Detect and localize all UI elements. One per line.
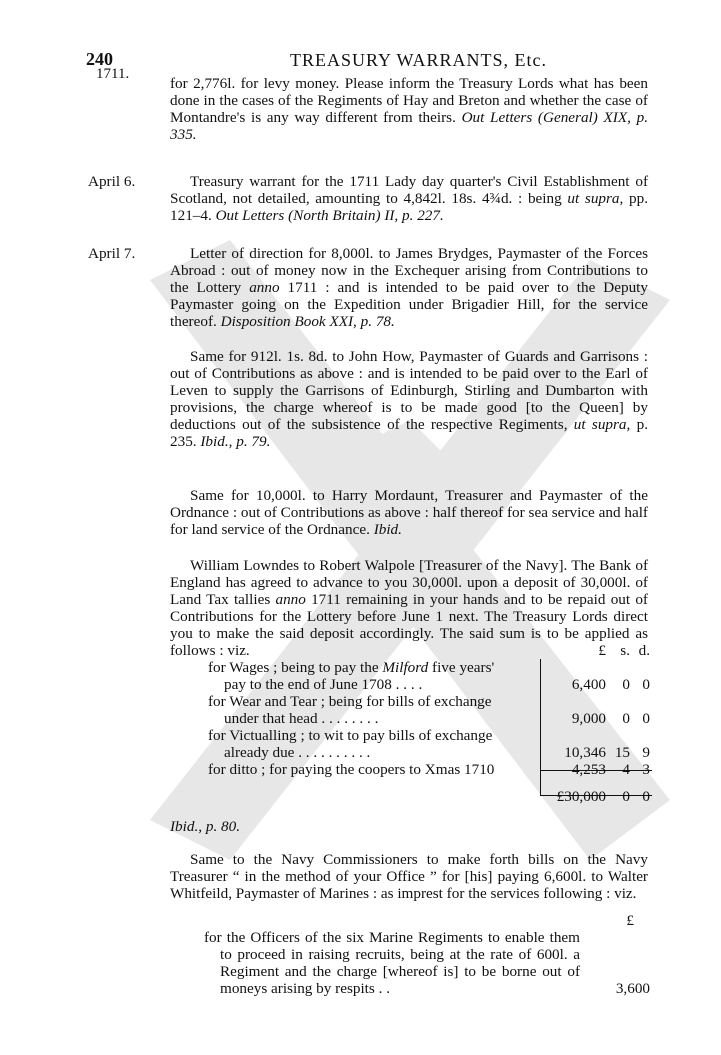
running-title: TREASURY WARRANTS, Etc. <box>290 50 548 70</box>
entry-reference: Ibid., p. 79. <box>200 433 271 450</box>
row-description: for Wear and Tear ; being for bills of exchange <box>208 693 492 710</box>
table-row <box>208 727 650 744</box>
row-shillings: 4 <box>622 761 630 778</box>
entry-anno: anno <box>249 279 280 296</box>
row-description-line2: under that head . . . . . . . . <box>224 710 379 727</box>
row-shillings: 0 <box>622 710 630 727</box>
row-pounds: 10,346 <box>564 744 606 761</box>
row-pounds: 9,000 <box>571 710 606 727</box>
entry-reference: Ibid. <box>373 521 402 538</box>
entry-letter-mordaunt <box>170 487 648 538</box>
row-pence: 0 <box>642 710 650 727</box>
table-total-row <box>208 788 650 805</box>
item-amount: 3,600 <box>615 980 650 997</box>
row-description-cont: five years' <box>428 659 495 676</box>
entry-letter-brydges <box>170 245 648 330</box>
row-pence: 0 <box>642 676 650 693</box>
row-description: for Victualling ; to wit to pay bills of exchange <box>208 727 493 744</box>
entry-text: Letter of direction for 8,000l. to James Brydges, Paymaster of the Forces Abroad : out of money now in the Exchequer arising from Contributions to the Lottery <box>170 245 648 296</box>
item-description: for the Officers of the six Marine Regiments to enable them to proceed in raising recruits, being at the rate of 600l. a Regiment and the charge [whereof is] to be borne out of moneys arising by respits . . <box>204 929 580 997</box>
entry-reference: Out Letters (General) XIX, p. 335. <box>170 109 649 143</box>
row-shillings: 15 <box>614 744 630 761</box>
entry-ut-supra: ut supra <box>573 416 627 433</box>
entry-date: April 6. <box>88 173 136 190</box>
column-header-shillings: s. <box>620 642 630 659</box>
navy-allocation-table <box>208 642 650 805</box>
entry-text-2: , pp. 121–4. <box>170 190 649 224</box>
table-row <box>208 710 650 727</box>
entry-warrant-scotland <box>170 173 648 224</box>
entry-anno: anno <box>275 591 306 608</box>
row-description-line2: pay to the end of June 1708 . . . . <box>224 676 423 693</box>
table-row <box>208 693 650 710</box>
column-header-pounds: £ <box>598 642 606 659</box>
total-pounds: £30,000 <box>556 788 606 805</box>
row-pence: 9 <box>642 744 650 761</box>
row-description: for ditto ; for paying the coopers to Xmas 1710 <box>208 761 495 778</box>
entry-reference: Ibid., p. 80. <box>170 818 241 835</box>
list-item <box>204 929 650 997</box>
row-ship-name: Milford <box>382 659 429 676</box>
margin-year: 1711. <box>96 66 130 82</box>
row-shillings: 0 <box>622 676 630 693</box>
row-pounds: 4,253 <box>571 761 606 778</box>
table-row <box>208 676 650 693</box>
total-rule <box>540 795 652 796</box>
entry-continued <box>170 75 648 143</box>
entry-text: Same for 10,000l. to Harry Mordaunt, Treasurer and Paymaster of the Ordnance : out of Contributions as above : half thereof for sea service and half for land service of the Ordnance. <box>170 487 648 538</box>
entry-text: William Lowndes to Robert Walpole [Treasurer of the Navy]. The Bank of England has agreed to advance to you 30,000l. upon a deposit of 30,000l. of Land Tax tallies <box>170 557 648 608</box>
entry-text: for 2,776l. for levy money. Please inform the Treasury Lords what has been done in the cases of the Regiments of Hay and Breton and whether the case of Montandre's is any way different from theirs. <box>170 75 648 126</box>
table-row <box>208 744 650 761</box>
table-header-row <box>208 642 650 659</box>
entry-letter-how <box>170 348 648 450</box>
table-row <box>208 659 650 676</box>
column-rule <box>540 659 541 795</box>
row-pounds: 6,400 <box>571 676 606 693</box>
column-header-pence: d. <box>638 642 650 659</box>
entry-text: Same to the Navy Commissioners to make forth bills on the Navy Treasurer “ in the method of your Office ” for [his] paying 6,600l. to Walter Whitfeild, Paymaster of Marines : as imprest for the services following : viz. <box>170 851 648 902</box>
entry-text-2: 1711 : and is intended to be paid over to the Deputy Paymaster going on the Expedition under Brigadier Hill, for the service thereof. <box>170 279 648 330</box>
total-shillings: 0 <box>622 788 630 805</box>
entry-date: April 7. <box>88 245 136 262</box>
entry-navy-commissioners <box>170 851 648 902</box>
entry-reference: Out Letters (North Britain) II, p. 227. <box>215 207 444 224</box>
entry-text: Same for 912l. 1s. 8d. to John How, Paymaster of Guards and Garrisons : out of Contributions as above : and is intended to be paid over to the Earl of Leven to supply the Garrisons of Edinburgh, Stirling and Dumbarton with provisions, the charge whereof is to be made good [to the Queen] by deductions out of the subsistence of the respective Regiments, <box>170 348 648 433</box>
entry-ut-supra: ut supra <box>567 190 620 207</box>
marines-allocation <box>204 912 650 997</box>
row-description-line2: already due . . . . . . . . . . <box>224 744 371 761</box>
total-pence: 0 <box>642 788 650 805</box>
row-pence: 3 <box>642 761 650 778</box>
row-description: for Wages ; being to pay the <box>208 659 383 676</box>
entry-reference: Disposition Book XXI, p. 78. <box>220 313 395 330</box>
column-header-pounds: £ <box>626 912 634 929</box>
page-number: 240 <box>86 49 113 69</box>
entry-text: Treasury warrant for the 1711 Lady day quarter's Civil Establishment of Scotland, not detailed, amounting to 4,842l. 18s. 4¾d. : being <box>170 173 648 207</box>
sum-rule <box>540 770 652 771</box>
entry-text-2: , p. 235. <box>170 416 648 450</box>
entry-text-2: 1711 remaining in your hands and to be repaid out of Contributions for the Lottery before June 1 next. The Treasury Lords direct you to make the said deposit accordingly. The said sum is to be applied as follows : viz. <box>170 591 648 659</box>
